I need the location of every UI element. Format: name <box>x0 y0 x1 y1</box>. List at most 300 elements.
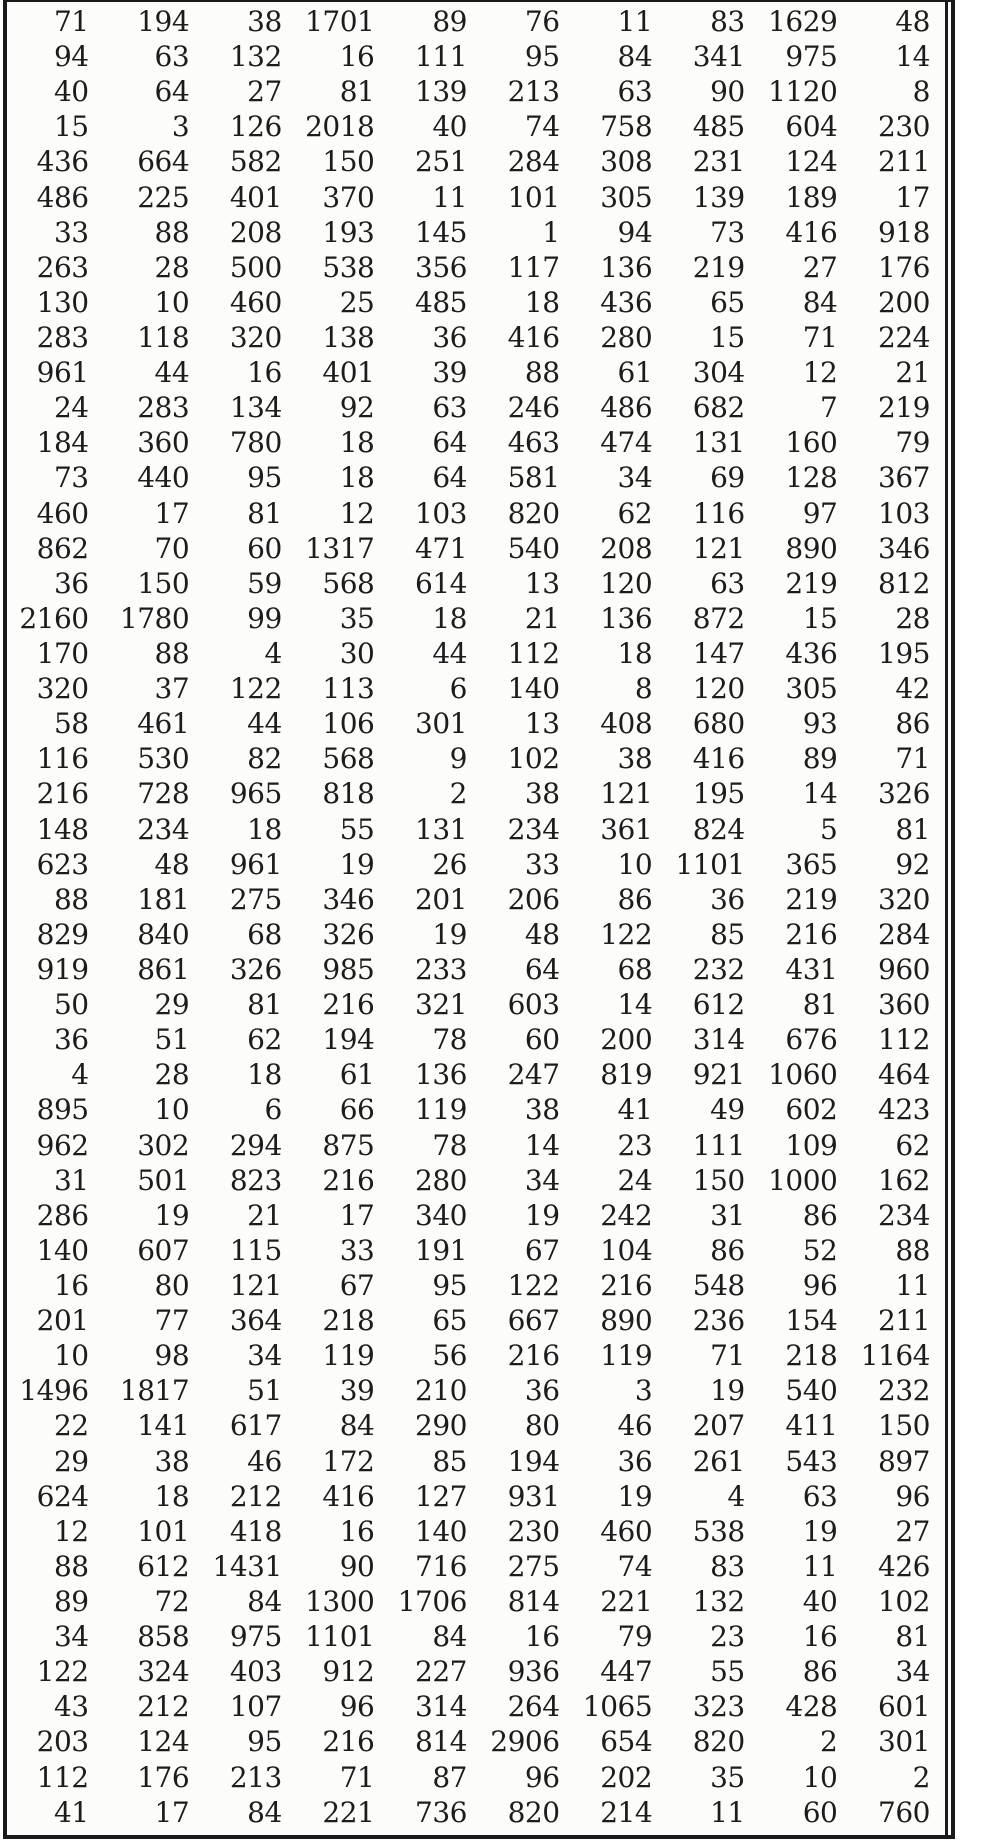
table-row <box>10 1233 936 1268</box>
table-cell: 548 <box>692 1268 745 1302</box>
table-cell: 304 <box>692 356 745 390</box>
table-cell: 242 <box>600 1198 653 1232</box>
table-cell: 8 <box>912 75 930 109</box>
table-cell: 875 <box>322 1128 375 1162</box>
table-cell: 40 <box>432 110 467 144</box>
table-cell: 301 <box>415 707 467 741</box>
table-cell: 682 <box>692 391 745 425</box>
table-cell: 1431 <box>212 1549 282 1583</box>
table-cell: 19 <box>524 1198 560 1232</box>
table-cell: 21 <box>895 356 930 390</box>
table-cell: 64 <box>432 461 467 495</box>
table-cell: 73 <box>53 461 89 495</box>
table-row <box>10 144 936 179</box>
table-cell: 200 <box>600 1023 653 1057</box>
table-cell: 1164 <box>860 1339 930 1373</box>
table-cell: 227 <box>415 1655 467 1689</box>
table-cell: 18 <box>154 1479 190 1513</box>
table-cell: 194 <box>322 1023 375 1057</box>
table-cell: 760 <box>878 1795 930 1829</box>
table-cell: 780 <box>229 426 282 460</box>
table-cell: 160 <box>785 426 838 460</box>
table-cell: 9 <box>449 742 467 776</box>
table-cell: 823 <box>229 1163 282 1197</box>
table-cell: 305 <box>785 672 838 706</box>
table-row <box>10 109 936 144</box>
table-cell: 10 <box>617 847 653 881</box>
table-cell: 341 <box>692 40 745 74</box>
table-cell: 131 <box>692 426 745 460</box>
table-cell: 436 <box>785 637 838 671</box>
table-cell: 2 <box>820 1725 838 1759</box>
table-row <box>10 1514 936 1549</box>
table-cell: 758 <box>600 110 653 144</box>
table-cell: 418 <box>229 1514 282 1548</box>
table-cell: 2906 <box>490 1725 560 1759</box>
table-cell: 94 <box>53 40 89 74</box>
table-cell: 60 <box>247 531 282 565</box>
table-cell: 74 <box>617 1549 653 1583</box>
table-cell: 323 <box>692 1690 745 1724</box>
table-cell: 33 <box>53 215 89 249</box>
table-cell: 107 <box>229 1690 282 1724</box>
table-cell: 76 <box>524 5 560 39</box>
table-cell: 361 <box>600 812 653 846</box>
table-cell: 401 <box>229 180 282 214</box>
table-cell: 15 <box>802 601 838 635</box>
table-cell: 90 <box>710 75 745 109</box>
table-cell: 200 <box>878 285 930 319</box>
table-cell: 460 <box>229 285 282 319</box>
table-cell: 29 <box>53 1444 89 1478</box>
table-cell: 218 <box>785 1339 838 1373</box>
table-cell: 43 <box>53 1690 89 1724</box>
table-cell: 985 <box>322 953 375 986</box>
table-row <box>10 355 936 390</box>
table-cell: 18 <box>247 1058 282 1092</box>
table-row <box>10 180 936 215</box>
table-row <box>10 917 936 952</box>
table-cell: 11 <box>895 1268 930 1302</box>
table-cell: 136 <box>415 1058 467 1092</box>
table-cell: 83 <box>710 1549 745 1583</box>
table-cell: 70 <box>154 531 190 565</box>
table-cell: 423 <box>878 1093 930 1127</box>
table-cell: 37 <box>154 672 190 706</box>
table-cell: 39 <box>339 1374 375 1408</box>
table-cell: 581 <box>507 461 560 495</box>
table-cell: 931 <box>507 1479 560 1513</box>
table-row <box>10 1689 936 1724</box>
table-cell: 897 <box>878 1444 930 1478</box>
table-cell: 290 <box>415 1409 467 1443</box>
table-cell: 120 <box>692 672 745 706</box>
table-cell: 131 <box>415 812 467 846</box>
table-cell: 81 <box>339 75 375 109</box>
table-cell: 79 <box>617 1620 653 1654</box>
table-cell: 132 <box>692 1584 745 1618</box>
table-cell: 92 <box>895 847 930 881</box>
table-cell: 51 <box>154 1023 190 1057</box>
table-cell: 961 <box>229 847 282 881</box>
table-cell: 148 <box>36 812 89 846</box>
table-cell: 4 <box>71 1058 89 1092</box>
table-row <box>10 531 936 566</box>
table-cell: 501 <box>137 1163 190 1197</box>
table-row <box>10 1584 936 1619</box>
table-cell: 27 <box>802 250 838 284</box>
table-cell: 219 <box>692 250 745 284</box>
table-cell: 17 <box>154 1795 190 1829</box>
table-cell: 411 <box>785 1409 838 1443</box>
table-cell: 50 <box>53 988 89 1022</box>
table-cell: 471 <box>415 531 467 565</box>
table-cell: 138 <box>322 321 375 355</box>
table-cell: 18 <box>339 426 375 460</box>
table-cell: 195 <box>878 637 930 671</box>
table-cell: 33 <box>524 847 560 881</box>
table-cell: 716 <box>415 1549 467 1583</box>
table-cell: 960 <box>878 953 930 986</box>
table-cell: 612 <box>692 988 745 1022</box>
table-cell: 193 <box>322 215 375 249</box>
table-cell: 122 <box>507 1268 560 1302</box>
table-cell: 81 <box>247 496 282 530</box>
table-cell: 225 <box>137 180 190 214</box>
table-cell: 33 <box>339 1233 375 1267</box>
table-cell: 90 <box>339 1549 375 1583</box>
table-cell: 18 <box>247 812 282 846</box>
table-cell: 862 <box>36 531 89 565</box>
table-cell: 23 <box>617 1128 653 1162</box>
table-cell: 17 <box>154 496 190 530</box>
table-cell: 84 <box>339 1409 375 1443</box>
table-cell: 71 <box>339 1760 375 1794</box>
table-cell: 64 <box>154 75 190 109</box>
table-cell: 59 <box>247 566 282 600</box>
table-row <box>10 812 936 847</box>
table-cell: 428 <box>785 1690 838 1724</box>
table-cell: 219 <box>785 566 838 600</box>
table-cell: 861 <box>137 953 190 986</box>
table-cell: 364 <box>229 1304 282 1338</box>
table-cell: 87 <box>432 1760 467 1794</box>
table-cell: 103 <box>878 496 930 530</box>
table-cell: 19 <box>617 1479 653 1513</box>
table-cell: 97 <box>802 496 838 530</box>
table-cell: 236 <box>692 1304 745 1338</box>
frame-inner-rule <box>945 0 948 1839</box>
table-cell: 117 <box>507 250 560 284</box>
table-cell: 14 <box>617 988 653 1022</box>
table-cell: 84 <box>432 1620 467 1654</box>
table-cell: 232 <box>692 953 745 986</box>
table-cell: 77 <box>154 1304 190 1338</box>
table-cell: 44 <box>154 356 190 390</box>
table-cell: 84 <box>617 40 653 74</box>
table-cell: 154 <box>785 1304 838 1338</box>
table-cell: 98 <box>154 1339 190 1373</box>
table-cell: 1300 <box>305 1584 375 1618</box>
table-cell: 150 <box>137 566 190 600</box>
table-cell: 35 <box>710 1760 745 1794</box>
table-cell: 820 <box>507 496 560 530</box>
table-cell: 7 <box>820 391 838 425</box>
table-cell: 162 <box>878 1163 930 1197</box>
table-cell: 176 <box>137 1760 190 1794</box>
table-cell: 210 <box>415 1374 467 1408</box>
table-row <box>10 1408 936 1443</box>
table-cell: 134 <box>229 391 282 425</box>
table-cell: 820 <box>507 1795 560 1829</box>
table-cell: 602 <box>785 1093 838 1127</box>
table-cell: 356 <box>415 250 467 284</box>
table-cell: 16 <box>339 40 375 74</box>
table-cell: 320 <box>36 672 89 706</box>
table-cell: 284 <box>507 145 560 179</box>
table-cell: 86 <box>710 1233 745 1267</box>
table-row <box>10 566 936 601</box>
table-cell: 145 <box>415 215 467 249</box>
table-cell: 216 <box>600 1268 653 1302</box>
table-cell: 10 <box>154 285 190 319</box>
table-cell: 13 <box>524 566 560 600</box>
table-cell: 890 <box>785 531 838 565</box>
table-cell: 38 <box>524 777 560 811</box>
table-cell: 474 <box>600 426 653 460</box>
table-cell: 416 <box>507 321 560 355</box>
table-cell: 367 <box>878 461 930 495</box>
table-cell: 263 <box>36 250 89 284</box>
table-cell: 63 <box>154 40 190 74</box>
table-cell: 184 <box>36 426 89 460</box>
table-cell: 1706 <box>397 1584 467 1618</box>
table-cell: 824 <box>692 812 745 846</box>
table-cell: 85 <box>710 917 745 951</box>
table-cell: 73 <box>710 215 745 249</box>
table-cell: 85 <box>432 1444 467 1478</box>
table-cell: 283 <box>137 391 190 425</box>
table-cell: 13 <box>524 707 560 741</box>
table-cell: 607 <box>137 1233 190 1267</box>
table-cell: 346 <box>878 531 930 565</box>
table-cell: 219 <box>785 882 838 916</box>
table-cell: 12 <box>53 1514 89 1548</box>
table-row <box>10 320 936 355</box>
table-cell: 71 <box>53 5 89 39</box>
table-cell: 51 <box>247 1374 282 1408</box>
table-cell: 858 <box>137 1620 190 1654</box>
table-cell: 36 <box>617 1444 653 1478</box>
table-cell: 460 <box>600 1514 653 1548</box>
table-cell: 4 <box>264 637 282 671</box>
table-cell: 212 <box>137 1690 190 1724</box>
table-cell: 65 <box>710 285 745 319</box>
table-cell: 617 <box>229 1409 282 1443</box>
table-cell: 17 <box>895 180 930 214</box>
table-cell: 416 <box>322 1479 375 1513</box>
table-cell: 36 <box>53 1023 89 1057</box>
table-cell: 113 <box>322 672 375 706</box>
table-cell: 55 <box>710 1655 745 1689</box>
table-cell: 275 <box>229 882 282 916</box>
table-row <box>10 706 936 741</box>
table-cell: 16 <box>339 1514 375 1548</box>
table-cell: 275 <box>507 1549 560 1583</box>
table-row <box>10 1373 936 1408</box>
table-cell: 64 <box>524 953 560 986</box>
table-cell: 1 <box>542 215 560 249</box>
table-cell: 829 <box>36 917 89 951</box>
table-cell: 72 <box>154 1584 190 1618</box>
table-row <box>10 882 936 917</box>
table-row <box>10 636 936 671</box>
table-cell: 340 <box>415 1198 467 1232</box>
table-cell: 302 <box>137 1128 190 1162</box>
table-cell: 251 <box>415 145 467 179</box>
table-cell: 3 <box>171 110 190 144</box>
table-cell: 21 <box>247 1198 282 1232</box>
table-cell: 46 <box>247 1444 282 1478</box>
table-cell: 201 <box>36 1304 89 1338</box>
table-cell: 314 <box>692 1023 745 1057</box>
table-cell: 66 <box>339 1093 375 1127</box>
table-cell: 120 <box>600 566 653 600</box>
table-cell: 234 <box>507 812 560 846</box>
table-cell: 96 <box>895 1479 930 1513</box>
table-cell: 101 <box>137 1514 190 1548</box>
table-cell: 604 <box>785 110 838 144</box>
table-cell: 41 <box>617 1093 653 1127</box>
table-row <box>10 1163 936 1198</box>
table-cell: 538 <box>692 1514 745 1548</box>
table-cell: 60 <box>802 1795 838 1829</box>
table-cell: 141 <box>137 1409 190 1443</box>
table-cell: 212 <box>229 1479 282 1513</box>
table-cell: 213 <box>229 1760 282 1794</box>
table-row <box>10 460 936 495</box>
table-cell: 195 <box>692 777 745 811</box>
table-cell: 78 <box>432 1128 467 1162</box>
table-cell: 61 <box>339 1058 375 1092</box>
table-row <box>10 1128 936 1163</box>
table-cell: 63 <box>617 75 653 109</box>
table-cell: 11 <box>432 180 467 214</box>
table-cell: 112 <box>507 637 560 671</box>
table-cell: 530 <box>137 742 190 776</box>
table-row <box>10 1479 936 1514</box>
table-cell: 111 <box>692 1128 745 1162</box>
table-cell: 17 <box>339 1198 375 1232</box>
table-cell: 23 <box>710 1620 745 1654</box>
table-cell: 19 <box>339 847 375 881</box>
table-cell: 62 <box>617 496 653 530</box>
table-cell: 1780 <box>119 601 190 635</box>
table-cell: 208 <box>600 531 653 565</box>
table-cell: 819 <box>600 1058 653 1092</box>
table-cell: 40 <box>802 1584 838 1618</box>
number-table-body <box>10 4 936 1830</box>
table-cell: 86 <box>802 1655 838 1689</box>
table-cell: 89 <box>53 1584 89 1618</box>
table-cell: 36 <box>53 566 89 600</box>
table-cell: 2 <box>912 1760 930 1794</box>
table-cell: 8 <box>634 672 653 706</box>
table-cell: 121 <box>600 777 653 811</box>
table-cell: 463 <box>507 426 560 460</box>
table-cell: 12 <box>802 356 838 390</box>
table-cell: 121 <box>692 531 745 565</box>
table-cell: 40 <box>53 75 89 109</box>
table-cell: 34 <box>53 1620 89 1654</box>
table-cell: 112 <box>36 1760 89 1794</box>
table-cell: 540 <box>507 531 560 565</box>
table-cell: 460 <box>36 496 89 530</box>
table-cell: 1701 <box>305 5 375 39</box>
table-cell: 5 <box>820 812 838 846</box>
table-cell: 124 <box>137 1725 190 1759</box>
table-cell: 1496 <box>19 1374 89 1408</box>
table-cell: 216 <box>322 1163 375 1197</box>
table-cell: 111 <box>415 40 467 74</box>
table-cell: 234 <box>878 1198 930 1232</box>
table-cell: 728 <box>137 777 190 811</box>
table-cell: 1120 <box>768 75 838 109</box>
table-cell: 18 <box>617 637 653 671</box>
table-cell: 88 <box>154 637 190 671</box>
table-cell: 14 <box>895 40 930 74</box>
table-cell: 264 <box>507 1690 560 1724</box>
table-cell: 21 <box>524 601 560 635</box>
table-cell: 86 <box>802 1198 838 1232</box>
table-cell: 36 <box>432 321 467 355</box>
table-row <box>10 74 936 109</box>
table-cell: 84 <box>247 1795 282 1829</box>
table-cell: 28 <box>154 250 190 284</box>
table-cell: 664 <box>137 145 190 179</box>
table-row <box>10 671 936 706</box>
table-cell: 208 <box>229 215 282 249</box>
table-row <box>10 987 936 1022</box>
table-cell: 1101 <box>675 847 745 881</box>
table-cell: 119 <box>415 1093 467 1127</box>
table-cell: 102 <box>878 1584 930 1618</box>
table-cell: 94 <box>617 215 653 249</box>
table-cell: 88 <box>53 1549 89 1583</box>
table-cell: 676 <box>785 1023 838 1057</box>
table-cell: 1065 <box>582 1690 653 1724</box>
table-cell: 612 <box>137 1549 190 1583</box>
table-row <box>10 1759 936 1794</box>
table-cell: 176 <box>878 250 930 284</box>
table-cell: 224 <box>878 321 930 355</box>
table-cell: 106 <box>322 707 375 741</box>
table-cell: 63 <box>802 1479 838 1513</box>
table-cell: 401 <box>322 356 375 390</box>
table-cell: 60 <box>524 1023 560 1057</box>
table-cell: 601 <box>878 1690 930 1724</box>
table-cell: 654 <box>600 1725 653 1759</box>
table-cell: 65 <box>432 1304 467 1338</box>
table-cell: 24 <box>53 391 89 425</box>
table-cell: 38 <box>154 1444 190 1478</box>
table-cell: 247 <box>507 1058 560 1092</box>
table-cell: 88 <box>895 1233 930 1267</box>
table-cell: 99 <box>247 601 282 635</box>
table-cell: 92 <box>339 391 375 425</box>
table-cell: 139 <box>692 180 745 214</box>
table-cell: 962 <box>36 1128 89 1162</box>
